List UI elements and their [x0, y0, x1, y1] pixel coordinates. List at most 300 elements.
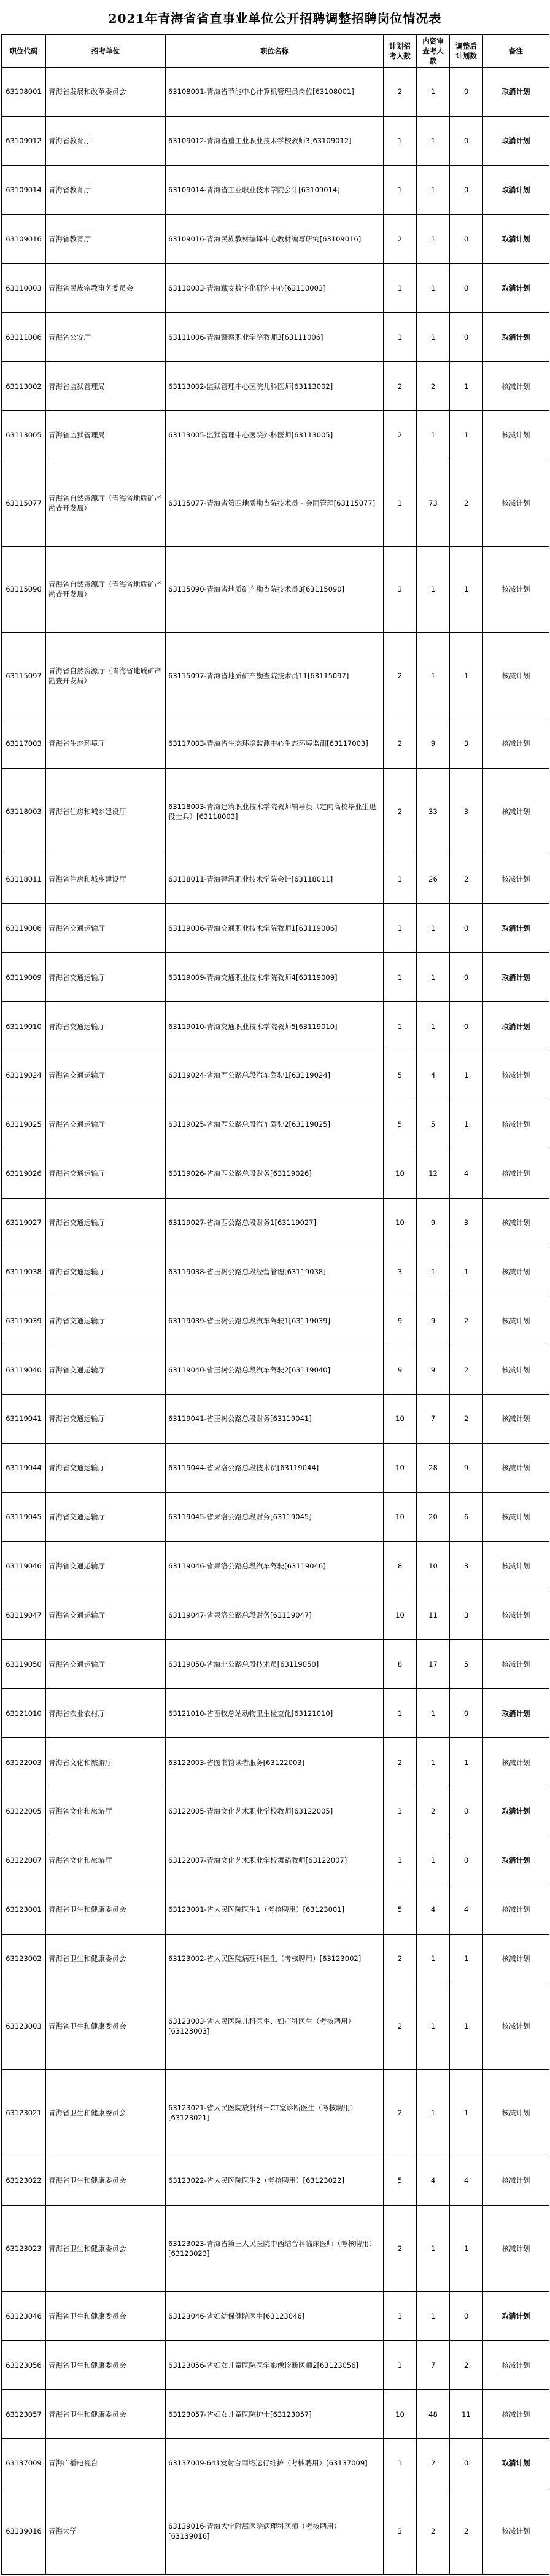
- remark-cell: 核减计划: [483, 1395, 549, 1444]
- review-count-cell: 28: [417, 1443, 450, 1492]
- job-title-cell: 63137009-641发射台网络运行维护（考核聘用）[63137009]: [166, 2438, 384, 2488]
- review-count-cell: 48: [417, 2390, 450, 2439]
- job-title-cell: 63122005-青海文化艺术职业学校教师[63122005]: [166, 1787, 384, 1836]
- planned-count-cell: 8: [384, 1640, 417, 1689]
- table-row: [2, 2341, 549, 2390]
- recruiting-unit-cell: 青海省教育厅: [46, 165, 166, 214]
- adjusted-count-cell: 1: [450, 2205, 483, 2292]
- table-row: [2, 2156, 549, 2205]
- job-code-cell: 63115090: [2, 546, 46, 633]
- recruiting-unit-cell: 青海大学: [46, 2488, 166, 2574]
- job-code-cell: 63119006: [2, 904, 46, 953]
- recruiting-unit-cell: 青海省交通运输厅: [46, 1591, 166, 1640]
- review-count-cell: 1: [417, 411, 450, 460]
- adjusted-count-cell: 3: [450, 1541, 483, 1591]
- table-row: [2, 1492, 549, 1541]
- table-body: [2, 68, 549, 2575]
- planned-count-cell: 9: [384, 1296, 417, 1345]
- recruiting-unit-cell: 青海广播电视台: [46, 2438, 166, 2488]
- recruiting-unit-cell: 青海省文化和旅游厅: [46, 1738, 166, 1787]
- recruiting-unit-cell: 青海省卫生和健康委员会: [46, 2390, 166, 2439]
- adjusted-count-cell: 1: [450, 1051, 483, 1100]
- adjusted-count-cell: 1: [450, 1738, 483, 1787]
- job-title-cell: 63123056-省妇女儿童医院医学影像诊断医师2[63123056]: [166, 2341, 384, 2390]
- remark-cell: 核减计划: [483, 460, 549, 546]
- planned-count-cell: 5: [384, 2156, 417, 2205]
- job-title-cell: 63108001-青海省节能中心计算机管理员岗位[63108001]: [166, 68, 384, 117]
- review-count-cell: 2: [417, 2488, 450, 2574]
- table-row: [2, 1002, 549, 1051]
- review-count-cell: 1: [417, 1689, 450, 1738]
- adjusted-count-cell: 11: [450, 2390, 483, 2439]
- table-row: [2, 768, 549, 855]
- table-row: [2, 1885, 549, 1934]
- job-title-cell: 63109014-青海省工业职业技术学院会计[63109014]: [166, 165, 384, 214]
- job-title-cell: 63119006-青海交通职业技术学院教师1[63119006]: [166, 904, 384, 953]
- review-count-cell: 11: [417, 1591, 450, 1640]
- job-title-cell: 63119024-省海西公路总段汽车驾驶1[63119024]: [166, 1051, 384, 1100]
- review-count-cell: 9: [417, 1296, 450, 1345]
- table-row: [2, 2070, 549, 2156]
- job-code-cell: 63122005: [2, 1787, 46, 1836]
- remark-cell: 取消计划: [483, 214, 549, 264]
- recruiting-unit-cell: 青海省农业农村厅: [46, 1689, 166, 1738]
- job-title-cell: 63115090-青海省地质矿产勘查院技术员3[63115090]: [166, 546, 384, 633]
- job-code-cell: 63119026: [2, 1149, 46, 1198]
- table-row: [2, 214, 549, 264]
- job-title-cell: 63119025-省海西公路总段汽车驾驶2[63119025]: [166, 1100, 384, 1149]
- planned-count-cell: 1: [384, 460, 417, 546]
- recruiting-unit-cell: 青海省自然资源厅（青海省地质矿产勘查开发局）: [46, 546, 166, 633]
- remark-cell: 取消计划: [483, 1689, 549, 1738]
- adjusted-count-cell: 0: [450, 904, 483, 953]
- review-count-cell: 1: [417, 68, 450, 117]
- adjusted-count-cell: 0: [450, 953, 483, 1002]
- review-count-cell: 1: [417, 116, 450, 165]
- review-count-cell: 1: [417, 214, 450, 264]
- job-code-cell: 63123001: [2, 1885, 46, 1934]
- remark-cell: 核减计划: [483, 1296, 549, 1345]
- adjusted-count-cell: 4: [450, 1149, 483, 1198]
- review-count-cell: 4: [417, 1051, 450, 1100]
- header-cell: 职位代码: [2, 35, 46, 68]
- adjusted-count-cell: 2: [450, 855, 483, 904]
- job-code-cell: 63119038: [2, 1247, 46, 1296]
- review-count-cell: 1: [417, 1002, 450, 1051]
- job-code-cell: 63137009: [2, 2438, 46, 2488]
- review-count-cell: 5: [417, 1100, 450, 1149]
- remark-cell: 核减计划: [483, 1100, 549, 1149]
- remark-cell: 核减计划: [483, 1885, 549, 1934]
- header-cell: 招考单位: [46, 35, 166, 68]
- job-code-cell: 63118003: [2, 768, 46, 855]
- review-count-cell: 9: [417, 719, 450, 769]
- recruiting-unit-cell: 青海省文化和旅游厅: [46, 1787, 166, 1836]
- review-count-cell: 2: [417, 1787, 450, 1836]
- adjusted-count-cell: 0: [450, 1787, 483, 1836]
- table-row: [2, 1247, 549, 1296]
- job-code-cell: 63119046: [2, 1541, 46, 1591]
- table-row: [2, 1198, 549, 1247]
- adjusted-count-cell: 0: [450, 1836, 483, 1885]
- remark-cell: 取消计划: [483, 904, 549, 953]
- review-count-cell: 26: [417, 855, 450, 904]
- review-count-cell: 33: [417, 768, 450, 855]
- job-title-cell: 63109016-青海民族教材编译中心教材编写研究[63109016]: [166, 214, 384, 264]
- remark-cell: 核减计划: [483, 1345, 549, 1395]
- planned-count-cell: 2: [384, 633, 417, 719]
- planned-count-cell: 1: [384, 904, 417, 953]
- job-title-cell: 63118011-青海建筑职业技术学院会计[63118011]: [166, 855, 384, 904]
- job-code-cell: 63119047: [2, 1591, 46, 1640]
- planned-count-cell: 1: [384, 1787, 417, 1836]
- recruiting-unit-cell: 青海省公安厅: [46, 313, 166, 362]
- table-row: [2, 546, 549, 633]
- adjusted-count-cell: 1: [450, 362, 483, 411]
- recruiting-unit-cell: 青海省监狱管理局: [46, 411, 166, 460]
- job-title-cell: 63113005-监狱管理中心医院外科医师[63113005]: [166, 411, 384, 460]
- job-code-cell: 63119009: [2, 953, 46, 1002]
- job-code-cell: 63123046: [2, 2292, 46, 2341]
- job-code-cell: 63115077: [2, 460, 46, 546]
- table-row: [2, 362, 549, 411]
- job-code-cell: 63109014: [2, 165, 46, 214]
- planned-count-cell: 1: [384, 264, 417, 313]
- job-code-cell: 63123057: [2, 2390, 46, 2439]
- job-title-cell: 63115077-青海省第四地质勘查院技术员 - 会同管理[63115077]: [166, 460, 384, 546]
- planned-count-cell: 2: [384, 2205, 417, 2292]
- header-cell: 计划招考人数: [384, 35, 417, 68]
- remark-cell: 取消计划: [483, 165, 549, 214]
- job-title-cell: 63123001-省人民医院医生1（考核聘用）[63123001]: [166, 1885, 384, 1934]
- table-row: [2, 2205, 549, 2292]
- job-code-cell: 63123022: [2, 2156, 46, 2205]
- header-cell: 备注: [483, 35, 549, 68]
- planned-count-cell: 2: [384, 362, 417, 411]
- adjusted-count-cell: 0: [450, 2292, 483, 2341]
- remark-cell: 核减计划: [483, 1934, 549, 1983]
- recruiting-unit-cell: 青海省交通运输厅: [46, 904, 166, 953]
- recruiting-unit-cell: 青海省自然资源厅（青海省地质矿产勘查开发局）: [46, 633, 166, 719]
- review-count-cell: 9: [417, 1345, 450, 1395]
- planned-count-cell: 2: [384, 1738, 417, 1787]
- planned-count-cell: 5: [384, 1885, 417, 1934]
- adjusted-count-cell: 0: [450, 2438, 483, 2488]
- remark-cell: 取消计划: [483, 1002, 549, 1051]
- review-count-cell: 1: [417, 1934, 450, 1983]
- job-title-cell: 63123002-省人民医院病理科医生（考核聘用）[63123002]: [166, 1934, 384, 1983]
- review-count-cell: 7: [417, 1395, 450, 1444]
- planned-count-cell: 1: [384, 313, 417, 362]
- job-code-cell: 63119050: [2, 1640, 46, 1689]
- planned-count-cell: 1: [384, 855, 417, 904]
- job-title-cell: 63123046-省妇幼保健院医生[63123046]: [166, 2292, 384, 2341]
- review-count-cell: 1: [417, 633, 450, 719]
- job-title-cell: 63123003-省人民医院儿科医生、妇产科医生（考核聘用）[63123003]: [166, 1983, 384, 2070]
- remark-cell: 核减计划: [483, 1591, 549, 1640]
- job-title-cell: 63119044-省果洛公路总段技术员[63119044]: [166, 1443, 384, 1492]
- planned-count-cell: 3: [384, 2488, 417, 2574]
- recruiting-unit-cell: 青海省交通运输厅: [46, 1541, 166, 1591]
- planned-count-cell: 2: [384, 1934, 417, 1983]
- planned-count-cell: 1: [384, 953, 417, 1002]
- recruiting-unit-cell: 青海省发展和改革委员会: [46, 68, 166, 117]
- planned-count-cell: 1: [384, 1689, 417, 1738]
- adjusted-count-cell: 2: [450, 2341, 483, 2390]
- job-code-cell: 63121010: [2, 1689, 46, 1738]
- job-code-cell: 63119039: [2, 1296, 46, 1345]
- adjusted-count-cell: 1: [450, 1247, 483, 1296]
- job-title-cell: 63110003-青海藏文数字化研究中心[63110003]: [166, 264, 384, 313]
- adjusted-count-cell: 0: [450, 1002, 483, 1051]
- recruiting-unit-cell: 青海省监狱管理局: [46, 362, 166, 411]
- table-row: [2, 68, 549, 117]
- planned-count-cell: 1: [384, 1836, 417, 1885]
- table-row: [2, 1689, 549, 1738]
- remark-cell: 核减计划: [483, 2205, 549, 2292]
- table-row: [2, 165, 549, 214]
- adjusted-count-cell: 3: [450, 768, 483, 855]
- adjusted-count-cell: 1: [450, 2070, 483, 2156]
- job-title-cell: 63122003-省图书馆读者服务[63122003]: [166, 1738, 384, 1787]
- planned-count-cell: 10: [384, 1492, 417, 1541]
- table-row: [2, 264, 549, 313]
- job-code-cell: 63123023: [2, 2205, 46, 2292]
- job-code-cell: 63122003: [2, 1738, 46, 1787]
- recruiting-unit-cell: 青海省交通运输厅: [46, 1198, 166, 1247]
- job-title-cell: 63117003-青海省生态环境监测中心生态环境监测[63117003]: [166, 719, 384, 769]
- review-count-cell: 1: [417, 264, 450, 313]
- remark-cell: 核减计划: [483, 855, 549, 904]
- review-count-cell: 1: [417, 2292, 450, 2341]
- planned-count-cell: 2: [384, 411, 417, 460]
- review-count-cell: 12: [417, 1149, 450, 1198]
- review-count-cell: 4: [417, 2156, 450, 2205]
- recruiting-unit-cell: 青海省交通运输厅: [46, 1002, 166, 1051]
- job-title-cell: 63113002-监狱管理中心医院儿科医师[63113002]: [166, 362, 384, 411]
- header-cell: 职位名称: [166, 35, 384, 68]
- job-title-cell: 63121010-省畜牧总站动物卫生检查化[63121010]: [166, 1689, 384, 1738]
- remark-cell: 核减计划: [483, 1983, 549, 2070]
- planned-count-cell: 2: [384, 1983, 417, 2070]
- planned-count-cell: 3: [384, 1247, 417, 1296]
- review-count-cell: 1: [417, 953, 450, 1002]
- recruiting-unit-cell: 青海省交通运输厅: [46, 1395, 166, 1444]
- remark-cell: 核减计划: [483, 633, 549, 719]
- planned-count-cell: 8: [384, 1541, 417, 1591]
- job-code-cell: 63119025: [2, 1100, 46, 1149]
- remark-cell: 核减计划: [483, 1198, 549, 1247]
- recruiting-unit-cell: 青海省卫生和健康委员会: [46, 2292, 166, 2341]
- adjusted-count-cell: 4: [450, 1885, 483, 1934]
- remark-cell: 取消计划: [483, 68, 549, 117]
- review-count-cell: 1: [417, 904, 450, 953]
- job-code-cell: 63109016: [2, 214, 46, 264]
- recruiting-unit-cell: 青海省卫生和健康委员会: [46, 1885, 166, 1934]
- job-code-cell: 63123056: [2, 2341, 46, 2390]
- planned-count-cell: 1: [384, 2438, 417, 2488]
- review-count-cell: 1: [417, 313, 450, 362]
- table-row: [2, 411, 549, 460]
- recruiting-unit-cell: 青海省交通运输厅: [46, 1640, 166, 1689]
- review-count-cell: 7: [417, 2341, 450, 2390]
- recruiting-unit-cell: 青海省卫生和健康委员会: [46, 1934, 166, 1983]
- remark-cell: 核减计划: [483, 2341, 549, 2390]
- remark-cell: 核减计划: [483, 1247, 549, 1296]
- recruiting-unit-cell: 青海省交通运输厅: [46, 1051, 166, 1100]
- adjusted-count-cell: 1: [450, 633, 483, 719]
- review-count-cell: 1: [417, 1247, 450, 1296]
- recruiting-unit-cell: 青海省交通运输厅: [46, 953, 166, 1002]
- planned-count-cell: 1: [384, 2341, 417, 2390]
- planned-count-cell: 1: [384, 165, 417, 214]
- recruiting-unit-cell: 青海省卫生和健康委员会: [46, 2156, 166, 2205]
- job-code-cell: 63119044: [2, 1443, 46, 1492]
- remark-cell: 取消计划: [483, 264, 549, 313]
- remark-cell: 核减计划: [483, 546, 549, 633]
- review-count-cell: 9: [417, 1198, 450, 1247]
- table-row: [2, 1836, 549, 1885]
- review-count-cell: 2: [417, 362, 450, 411]
- table-row: [2, 904, 549, 953]
- planned-count-cell: 5: [384, 1100, 417, 1149]
- planned-count-cell: 9: [384, 1345, 417, 1395]
- job-code-cell: 63123003: [2, 1983, 46, 2070]
- job-code-cell: 63110003: [2, 264, 46, 313]
- planned-count-cell: 3: [384, 546, 417, 633]
- recruiting-unit-cell: 青海省生态环境厅: [46, 719, 166, 769]
- remark-cell: 核减计划: [483, 362, 549, 411]
- job-title-cell: 63119041-省玉树公路总段财务[63119041]: [166, 1395, 384, 1444]
- adjusted-count-cell: 0: [450, 214, 483, 264]
- adjusted-count-cell: 0: [450, 313, 483, 362]
- adjusted-count-cell: 3: [450, 1591, 483, 1640]
- adjusted-count-cell: 0: [450, 1689, 483, 1738]
- job-title-cell: 63119050-省海北公路总段技术员[63119050]: [166, 1640, 384, 1689]
- job-code-cell: 63115097: [2, 633, 46, 719]
- review-count-cell: 1: [417, 165, 450, 214]
- recruiting-unit-cell: 青海省教育厅: [46, 214, 166, 264]
- adjusted-count-cell: 0: [450, 165, 483, 214]
- remark-cell: 取消计划: [483, 953, 549, 1002]
- adjusted-count-cell: 2: [450, 1345, 483, 1395]
- adjusted-count-cell: 0: [450, 116, 483, 165]
- job-code-cell: 63113002: [2, 362, 46, 411]
- table-row: [2, 1934, 549, 1983]
- adjusted-count-cell: 2: [450, 1296, 483, 1345]
- job-code-cell: 63139016: [2, 2488, 46, 2574]
- remark-cell: 取消计划: [483, 1787, 549, 1836]
- table-row: [2, 1395, 549, 1444]
- job-title-cell: 63119038-省玉树公路总段经营管理[63119038]: [166, 1247, 384, 1296]
- table-row: [2, 1541, 549, 1591]
- recruiting-unit-cell: 青海省卫生和健康委员会: [46, 2341, 166, 2390]
- table-header-row: [2, 35, 549, 68]
- review-count-cell: 1: [417, 1738, 450, 1787]
- review-count-cell: 2: [417, 2438, 450, 2488]
- job-title-cell: 63119010-青海交通职业技术学院教师5[63119010]: [166, 1002, 384, 1051]
- remark-cell: 核减计划: [483, 2156, 549, 2205]
- planned-count-cell: 1: [384, 2292, 417, 2341]
- recruiting-unit-cell: 青海省住房和城乡建设厅: [46, 855, 166, 904]
- table-row: [2, 1345, 549, 1395]
- job-title-cell: 63123021-省人民医院放射科－CT室诊断医生（考核聘用）[63123021]: [166, 2070, 384, 2156]
- job-title-cell: 63119047-省果洛公路总段财务[63119047]: [166, 1591, 384, 1640]
- recruiting-unit-cell: 青海省卫生和健康委员会: [46, 1983, 166, 2070]
- planned-count-cell: 2: [384, 68, 417, 117]
- planned-count-cell: 1: [384, 116, 417, 165]
- planned-count-cell: 5: [384, 1051, 417, 1100]
- remark-cell: 核减计划: [483, 1738, 549, 1787]
- remark-cell: 取消计划: [483, 313, 549, 362]
- job-code-cell: 63117003: [2, 719, 46, 769]
- job-code-cell: 63111006: [2, 313, 46, 362]
- page-title: 2021年青海省省直事业单位公开招聘调整招聘岗位情况表: [108, 10, 442, 26]
- review-count-cell: 20: [417, 1492, 450, 1541]
- recruiting-unit-cell: 青海省交通运输厅: [46, 1296, 166, 1345]
- job-title-cell: 63111006-青海警察职业学院教师3[63111006]: [166, 313, 384, 362]
- job-title-cell: 63119045-省果洛公路总段财务[63119045]: [166, 1492, 384, 1541]
- planned-count-cell: 10: [384, 1591, 417, 1640]
- planned-count-cell: 2: [384, 768, 417, 855]
- planned-count-cell: 10: [384, 1443, 417, 1492]
- table-row: [2, 1296, 549, 1345]
- adjusted-count-cell: 5: [450, 1640, 483, 1689]
- job-title-cell: 63115097-青海省地质矿产勘查院技术员11[63115097]: [166, 633, 384, 719]
- table-row: [2, 719, 549, 769]
- remark-cell: 取消计划: [483, 116, 549, 165]
- recruiting-unit-cell: 青海省交通运输厅: [46, 1100, 166, 1149]
- recruiting-unit-cell: 青海省交通运输厅: [46, 1149, 166, 1198]
- remark-cell: 核减计划: [483, 1051, 549, 1100]
- adjusted-count-cell: 1: [450, 1983, 483, 2070]
- recruiting-unit-cell: 青海省文化和旅游厅: [46, 1836, 166, 1885]
- adjusted-count-cell: 4: [450, 2156, 483, 2205]
- table-row: [2, 953, 549, 1002]
- table-row: [2, 460, 549, 546]
- adjusted-count-cell: 9: [450, 1443, 483, 1492]
- job-code-cell: 63123021: [2, 2070, 46, 2156]
- remark-cell: 核减计划: [483, 2488, 549, 2574]
- remark-cell: 核减计划: [483, 1640, 549, 1689]
- review-count-cell: 1: [417, 546, 450, 633]
- job-code-cell: 63119024: [2, 1051, 46, 1100]
- job-code-cell: 63109012: [2, 116, 46, 165]
- adjusted-count-cell: 6: [450, 1492, 483, 1541]
- review-count-cell: 10: [417, 1541, 450, 1591]
- job-code-cell: 63119010: [2, 1002, 46, 1051]
- recruiting-unit-cell: 青海省卫生和健康委员会: [46, 2205, 166, 2292]
- recruiting-unit-cell: 青海省自然资源厅（青海省地质矿产勘查开发局）: [46, 460, 166, 546]
- remark-cell: 取消计划: [483, 2438, 549, 2488]
- job-title-cell: 63109012-青海省重工业职业技术学校教师3[63109012]: [166, 116, 384, 165]
- job-code-cell: 63113005: [2, 411, 46, 460]
- table-row: [2, 2438, 549, 2488]
- table-row: [2, 1591, 549, 1640]
- adjusted-count-cell: 0: [450, 68, 483, 117]
- adjusted-count-cell: 1: [450, 1934, 483, 1983]
- header-cell: 内资审查考人数: [417, 35, 450, 68]
- planned-count-cell: 10: [384, 1198, 417, 1247]
- remark-cell: 核减计划: [483, 1149, 549, 1198]
- remark-cell: 核减计划: [483, 768, 549, 855]
- job-title-cell: 63122007-青海文化艺术职业学校舞蹈教师[63122007]: [166, 1836, 384, 1885]
- adjusted-count-cell: 3: [450, 1198, 483, 1247]
- recruiting-unit-cell: 青海省卫生和健康委员会: [46, 2070, 166, 2156]
- adjusted-count-cell: 2: [450, 460, 483, 546]
- remark-cell: 核减计划: [483, 2390, 549, 2439]
- recruiting-unit-cell: 青海省交通运输厅: [46, 1492, 166, 1541]
